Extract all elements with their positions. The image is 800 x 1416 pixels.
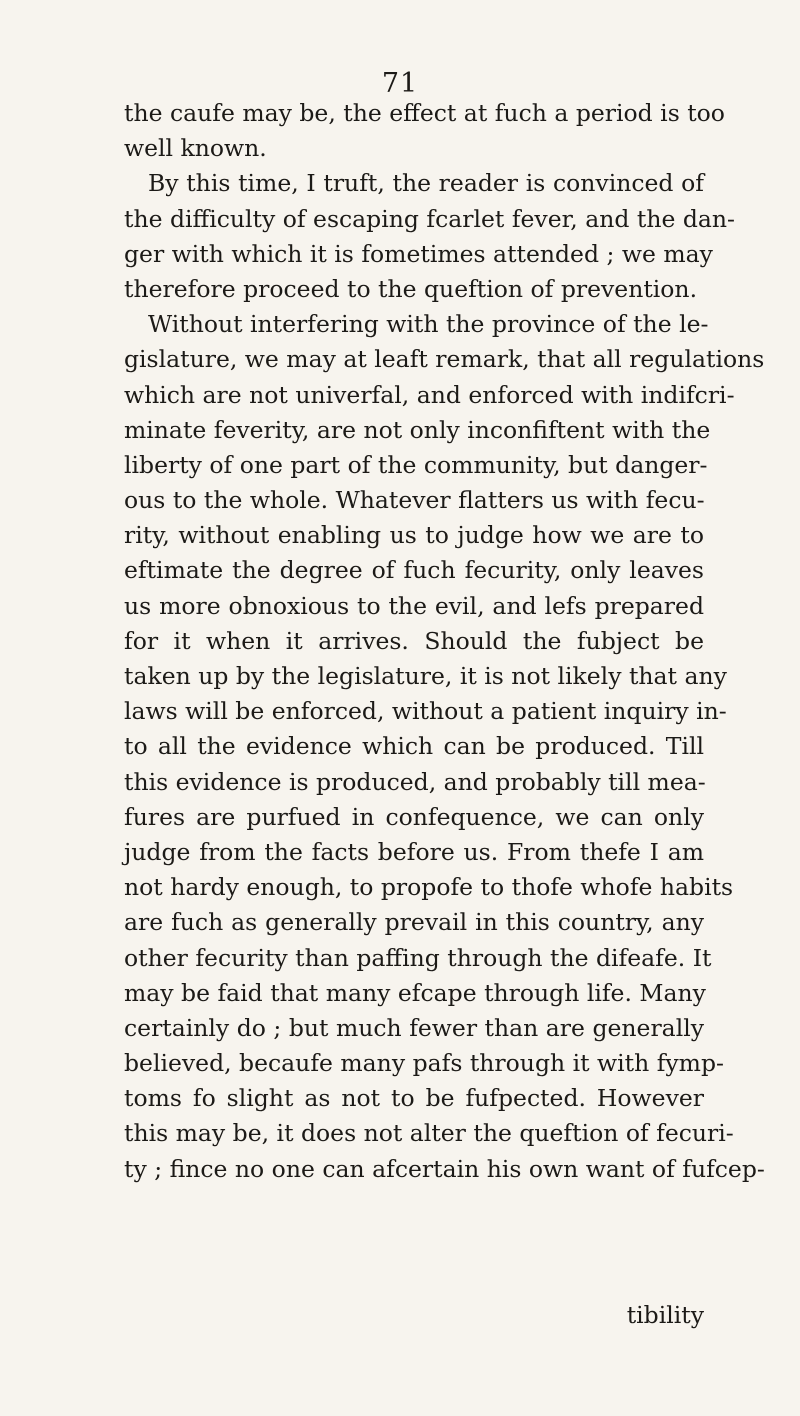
page-number: 71 (381, 68, 419, 99)
text-line: may be faid that many efcape through life. Many (124, 978, 706, 1007)
text-line: are fuch as generally prevail in this country, any (124, 908, 704, 937)
text-line: believed, becaufe many pafs through it with fymp- (124, 1049, 724, 1078)
text-line: liberty of one part of the community, but danger- (124, 450, 708, 479)
text-line: eftimate the degree of fuch fecurity, only leaves (124, 556, 704, 585)
text-line: for it when it arrives. Should the fubject be (124, 626, 704, 655)
text-line: fures are purfued in confequence, we can only (124, 802, 704, 831)
text-line: laws will be enforced, without a patient inquiry in- (124, 697, 727, 726)
text-line: to all the evidence which can be produced. Till (124, 732, 704, 761)
text-line: this may be, it does not alter the queftion of fecuri- (124, 1119, 734, 1148)
text-line: other fecurity than paffing through the difeafe. It (124, 943, 712, 972)
text-line: judge from the facts before us. From thefe I am (124, 837, 704, 866)
catchword: tibility (626, 1301, 704, 1329)
text-line: the caufe may be, the effect at fuch a period is too (124, 99, 725, 127)
text-line: certainly do ; but much fewer than are generally (124, 1013, 704, 1042)
text-line: taken up by the legislature, it is not likely that any (124, 662, 727, 690)
text-line: gislature, we may at leaft remark, that all regulations (124, 345, 765, 374)
text-line: us more obnoxious to the evil, and lefs prepared (124, 591, 704, 620)
text-line: this evidence is produced, and probably till mea- (124, 767, 706, 796)
body-text (124, 96, 765, 1187)
text-line: therefore proceed to the queftion of prevention. (124, 274, 698, 303)
text-line: Without interfering with the province of the le- (148, 310, 709, 339)
text-line: toms fo slight as not to be fufpected. However (124, 1084, 704, 1113)
text-line: minate feverity, are not only inconfiftent with the (124, 415, 711, 444)
text-line: ger with which it is fometimes attended ; we may (124, 239, 713, 268)
text-line: the difficulty of escaping fcarlet fever, and the dan- (124, 204, 735, 233)
text-line: ous to the whole. Whatever flatters us with fecu- (124, 486, 705, 515)
text-line: which are not univerfal, and enforced with indifcri- (124, 380, 735, 409)
text-line: rity, without enabling us to judge how we are to (124, 521, 704, 550)
text-line: By this time, I truft, the reader is convinced of (148, 169, 704, 198)
text-line: ty ; fince no one can afcertain his own want of fufcep- (124, 1154, 765, 1183)
text-line: well known. (124, 134, 267, 163)
text-line: not hardy enough, to propofe to thofe whofe habits (124, 873, 734, 902)
